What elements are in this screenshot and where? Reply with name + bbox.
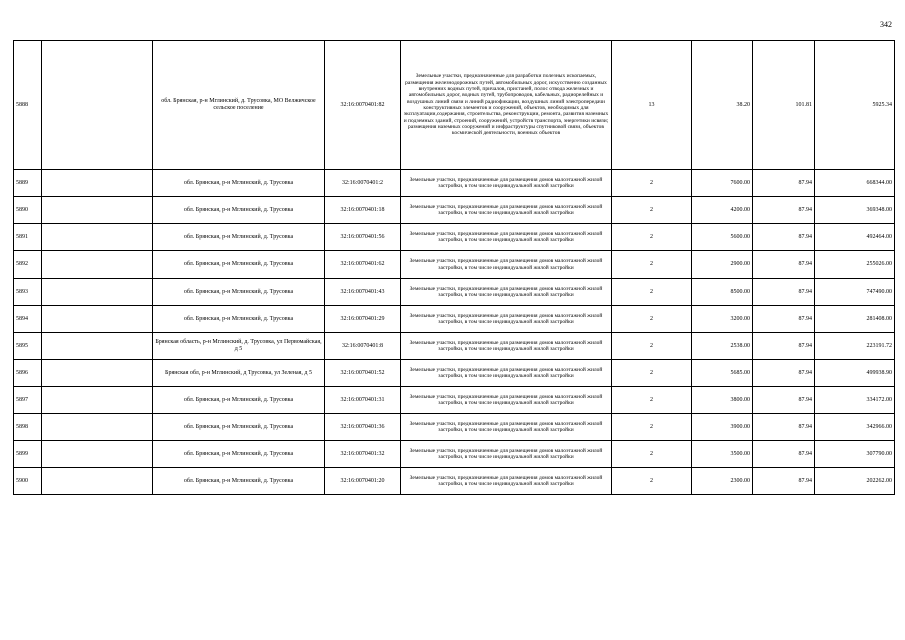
table-row bbox=[14, 441, 895, 468]
blank-cell bbox=[42, 41, 153, 170]
area-cell: 5600.00 bbox=[692, 224, 753, 251]
row-number: 5895 bbox=[14, 333, 42, 360]
cadastral-value-cell: 334172.00 bbox=[815, 387, 895, 414]
cadastral-number-cell: 32:16:0070401:82 bbox=[325, 41, 401, 170]
blank-cell bbox=[42, 197, 153, 224]
row-number: 5889 bbox=[14, 170, 42, 197]
row-number: 5893 bbox=[14, 279, 42, 306]
permitted-use-cell: Земельные участки, предназначенные для размещения домов малоэтажной жилой застройки, в том числе индивидуальной жилой застройки bbox=[401, 468, 612, 495]
area-cell: 3200.00 bbox=[692, 306, 753, 333]
table-row bbox=[14, 468, 895, 495]
permitted-use-cell: Земельные участки, предназначенные для размещения домов малоэтажной жилой застройки, в том числе индивидуальной жилой застройки bbox=[401, 333, 612, 360]
permitted-use-cell: Земельные участки, предназначенные для размещения домов малоэтажной жилой застройки, в том числе индивидуальной жилой застройки bbox=[401, 306, 612, 333]
permitted-use-cell: Земельные участки, предназначенные для размещения домов малоэтажной жилой застройки, в том числе индивидуальной жилой застройки bbox=[401, 441, 612, 468]
blank-cell bbox=[42, 441, 153, 468]
blank-cell bbox=[42, 251, 153, 279]
cadastral-value-cell: 307790.00 bbox=[815, 441, 895, 468]
area-cell: 2900.00 bbox=[692, 251, 753, 279]
permitted-use-cell: Земельные участки, предназначенные для размещения домов малоэтажной жилой застройки, в том числе индивидуальной жилой застройки bbox=[401, 170, 612, 197]
table-row bbox=[14, 251, 895, 279]
table-row bbox=[14, 224, 895, 251]
table-row bbox=[14, 306, 895, 333]
row-number: 5896 bbox=[14, 360, 42, 387]
permitted-use-cell: Земельные участки, предназначенные для размещения домов малоэтажной жилой застройки, в том числе индивидуальной жилой застройки bbox=[401, 197, 612, 224]
row-number: 5898 bbox=[14, 414, 42, 441]
table-row bbox=[14, 387, 895, 414]
cadastral-value-cell: 668344.00 bbox=[815, 170, 895, 197]
unit-price-cell: 87.94 bbox=[753, 468, 815, 495]
address-cell: обл. Брянская, р-н Мглинский, д. Трусовка bbox=[153, 224, 325, 251]
area-cell: 3800.00 bbox=[692, 387, 753, 414]
category-code-cell: 2 bbox=[612, 468, 692, 495]
cadastral-value-cell: 255026.00 bbox=[815, 251, 895, 279]
unit-price-cell: 87.94 bbox=[753, 360, 815, 387]
area-cell: 3900.00 bbox=[692, 414, 753, 441]
table-body bbox=[14, 41, 895, 495]
table-row bbox=[14, 414, 895, 441]
blank-cell bbox=[42, 360, 153, 387]
address-cell: обл. Брянская, р-н Мглинский, д. Трусовка bbox=[153, 251, 325, 279]
permitted-use-cell: Земельные участки, предназначенные для размещения домов малоэтажной жилой застройки, в том числе индивидуальной жилой застройки bbox=[401, 279, 612, 306]
category-code-cell: 13 bbox=[612, 41, 692, 170]
blank-cell bbox=[42, 468, 153, 495]
cadastral-number-cell: 32:16:0070401:62 bbox=[325, 251, 401, 279]
cadastral-value-cell: 492464.00 bbox=[815, 224, 895, 251]
area-cell: 8500.00 bbox=[692, 279, 753, 306]
unit-price-cell: 87.94 bbox=[753, 251, 815, 279]
cadastral-number-cell: 32:16:0070401:29 bbox=[325, 306, 401, 333]
category-code-cell: 2 bbox=[612, 170, 692, 197]
cadastral-number-cell: 32:16:0070401:52 bbox=[325, 360, 401, 387]
cadastral-number-cell: 32:16:0070401:8 bbox=[325, 333, 401, 360]
area-cell: 7600.00 bbox=[692, 170, 753, 197]
row-number: 5900 bbox=[14, 468, 42, 495]
row-number: 5897 bbox=[14, 387, 42, 414]
category-code-cell: 2 bbox=[612, 387, 692, 414]
cadastral-number-cell: 32:16:0070401:31 bbox=[325, 387, 401, 414]
area-cell: 2538.00 bbox=[692, 333, 753, 360]
category-code-cell: 2 bbox=[612, 279, 692, 306]
permitted-use-cell: Земельные участки, предназначенные для разработки полезных ископаемых, размещения железнодорожных путей, автомобильных дорог, искусственно созданных внутренних водных путей, причалов, пристаней, полос отвода железных и автомобильных дорог, водных путей, трубопроводов, кабельных, радиорелейных и воздушных линий связи и линий радиофикации, воздушных линий электропередачи конструктивных элементов и сооружений, объектов, необходимых для эксплуатации,содержания, строительства, реконструкции, ремонта, развития наземных и подземных зданий, строений, сооружений, устройств транспорта, энергетики исвязи; размещения наземных сооружений и инфраструктуры спутниковой связи, объектов космической деятельности, военных объектов bbox=[401, 41, 612, 170]
category-code-cell: 2 bbox=[612, 333, 692, 360]
address-cell: Брянская область, р-н Мглинский, д. Трусовка, ул Первомайская, д 5 bbox=[153, 333, 325, 360]
blank-cell bbox=[42, 414, 153, 441]
unit-price-cell: 87.94 bbox=[753, 306, 815, 333]
unit-price-cell: 87.94 bbox=[753, 224, 815, 251]
table-row bbox=[14, 197, 895, 224]
blank-cell bbox=[42, 306, 153, 333]
cadastral-value-cell: 499938.90 bbox=[815, 360, 895, 387]
address-cell: обл. Брянская, р-н Мглинский, д. Трусовка bbox=[153, 441, 325, 468]
area-cell: 4200.00 bbox=[692, 197, 753, 224]
table-row bbox=[14, 279, 895, 306]
permitted-use-cell: Земельные участки, предназначенные для размещения домов малоэтажной жилой застройки, в том числе индивидуальной жилой застройки bbox=[401, 387, 612, 414]
cadastral-value-cell: 342966.00 bbox=[815, 414, 895, 441]
address-cell: обл. Брянская, р-н Мглинский, д. Трусовка bbox=[153, 197, 325, 224]
blank-cell bbox=[42, 279, 153, 306]
cadastral-value-cell: 223191.72 bbox=[815, 333, 895, 360]
row-number: 5890 bbox=[14, 197, 42, 224]
unit-price-cell: 101.81 bbox=[753, 41, 815, 170]
row-number: 5891 bbox=[14, 224, 42, 251]
cadastral-value-cell: 281408.00 bbox=[815, 306, 895, 333]
cadastral-number-cell: 32:16:0070401:43 bbox=[325, 279, 401, 306]
address-cell: обл. Брянская, р-н Мглинский, д. Трусовка bbox=[153, 306, 325, 333]
unit-price-cell: 87.94 bbox=[753, 441, 815, 468]
category-code-cell: 2 bbox=[612, 360, 692, 387]
cadastral-number-cell: 32:16:0070401:2 bbox=[325, 170, 401, 197]
category-code-cell: 2 bbox=[612, 224, 692, 251]
permitted-use-cell: Земельные участки, предназначенные для размещения домов малоэтажной жилой застройки, в том числе индивидуальной жилой застройки bbox=[401, 414, 612, 441]
row-number: 5888 bbox=[14, 41, 42, 170]
unit-price-cell: 87.94 bbox=[753, 170, 815, 197]
unit-price-cell: 87.94 bbox=[753, 333, 815, 360]
unit-price-cell: 87.94 bbox=[753, 414, 815, 441]
category-code-cell: 2 bbox=[612, 441, 692, 468]
address-cell: обл. Брянская, р-н Мглинский, д. Трусовка bbox=[153, 414, 325, 441]
address-cell: обл. Брянская, р-н Мглинский, д. Трусовка bbox=[153, 468, 325, 495]
address-cell: обл. Брянская, р-н Мглинский, д. Трусовка, МО Велжичское сельское поселение bbox=[153, 41, 325, 170]
address-cell: обл. Брянская, р-н Мглинский, д. Трусовка bbox=[153, 387, 325, 414]
address-cell: Брянская обл, р-н Мглинский, д Трусовка, ул Зеленая, д 5 bbox=[153, 360, 325, 387]
blank-cell bbox=[42, 333, 153, 360]
table-row bbox=[14, 41, 895, 170]
permitted-use-cell: Земельные участки, предназначенные для размещения домов малоэтажной жилой застройки, в том числе индивидуальной жилой застройки bbox=[401, 251, 612, 279]
permitted-use-cell: Земельные участки, предназначенные для размещения домов малоэтажной жилой застройки, в том числе индивидуальной жилой застройки bbox=[401, 360, 612, 387]
cadastral-value-cell: 369348.00 bbox=[815, 197, 895, 224]
unit-price-cell: 87.94 bbox=[753, 197, 815, 224]
blank-cell bbox=[42, 170, 153, 197]
permitted-use-cell: Земельные участки, предназначенные для размещения домов малоэтажной жилой застройки, в том числе индивидуальной жилой застройки bbox=[401, 224, 612, 251]
unit-price-cell: 87.94 bbox=[753, 387, 815, 414]
cadastral-number-cell: 32:16:0070401:36 bbox=[325, 414, 401, 441]
area-cell: 5685.00 bbox=[692, 360, 753, 387]
cadastral-value-cell: 5925.34 bbox=[815, 41, 895, 170]
cadastral-number-cell: 32:16:0070401:32 bbox=[325, 441, 401, 468]
category-code-cell: 2 bbox=[612, 251, 692, 279]
area-cell: 38.20 bbox=[692, 41, 753, 170]
unit-price-cell: 87.94 bbox=[753, 279, 815, 306]
category-code-cell: 2 bbox=[612, 414, 692, 441]
table-row bbox=[14, 333, 895, 360]
land-registry-table bbox=[13, 40, 895, 495]
row-number: 5899 bbox=[14, 441, 42, 468]
cadastral-number-cell: 32:16:0070401:18 bbox=[325, 197, 401, 224]
page-number: 342 bbox=[880, 20, 892, 29]
table-row bbox=[14, 170, 895, 197]
cadastral-number-cell: 32:16:0070401:56 bbox=[325, 224, 401, 251]
row-number: 5894 bbox=[14, 306, 42, 333]
table-row bbox=[14, 360, 895, 387]
area-cell: 3500.00 bbox=[692, 441, 753, 468]
cadastral-value-cell: 202262.00 bbox=[815, 468, 895, 495]
area-cell: 2300.00 bbox=[692, 468, 753, 495]
blank-cell bbox=[42, 387, 153, 414]
blank-cell bbox=[42, 224, 153, 251]
category-code-cell: 2 bbox=[612, 197, 692, 224]
cadastral-value-cell: 747490.00 bbox=[815, 279, 895, 306]
address-cell: обл. Брянская, р-н Мглинский, д. Трусовка bbox=[153, 170, 325, 197]
row-number: 5892 bbox=[14, 251, 42, 279]
category-code-cell: 2 bbox=[612, 306, 692, 333]
cadastral-number-cell: 32:16:0070401:20 bbox=[325, 468, 401, 495]
address-cell: обл. Брянская, р-н Мглинский, д. Трусовка bbox=[153, 279, 325, 306]
